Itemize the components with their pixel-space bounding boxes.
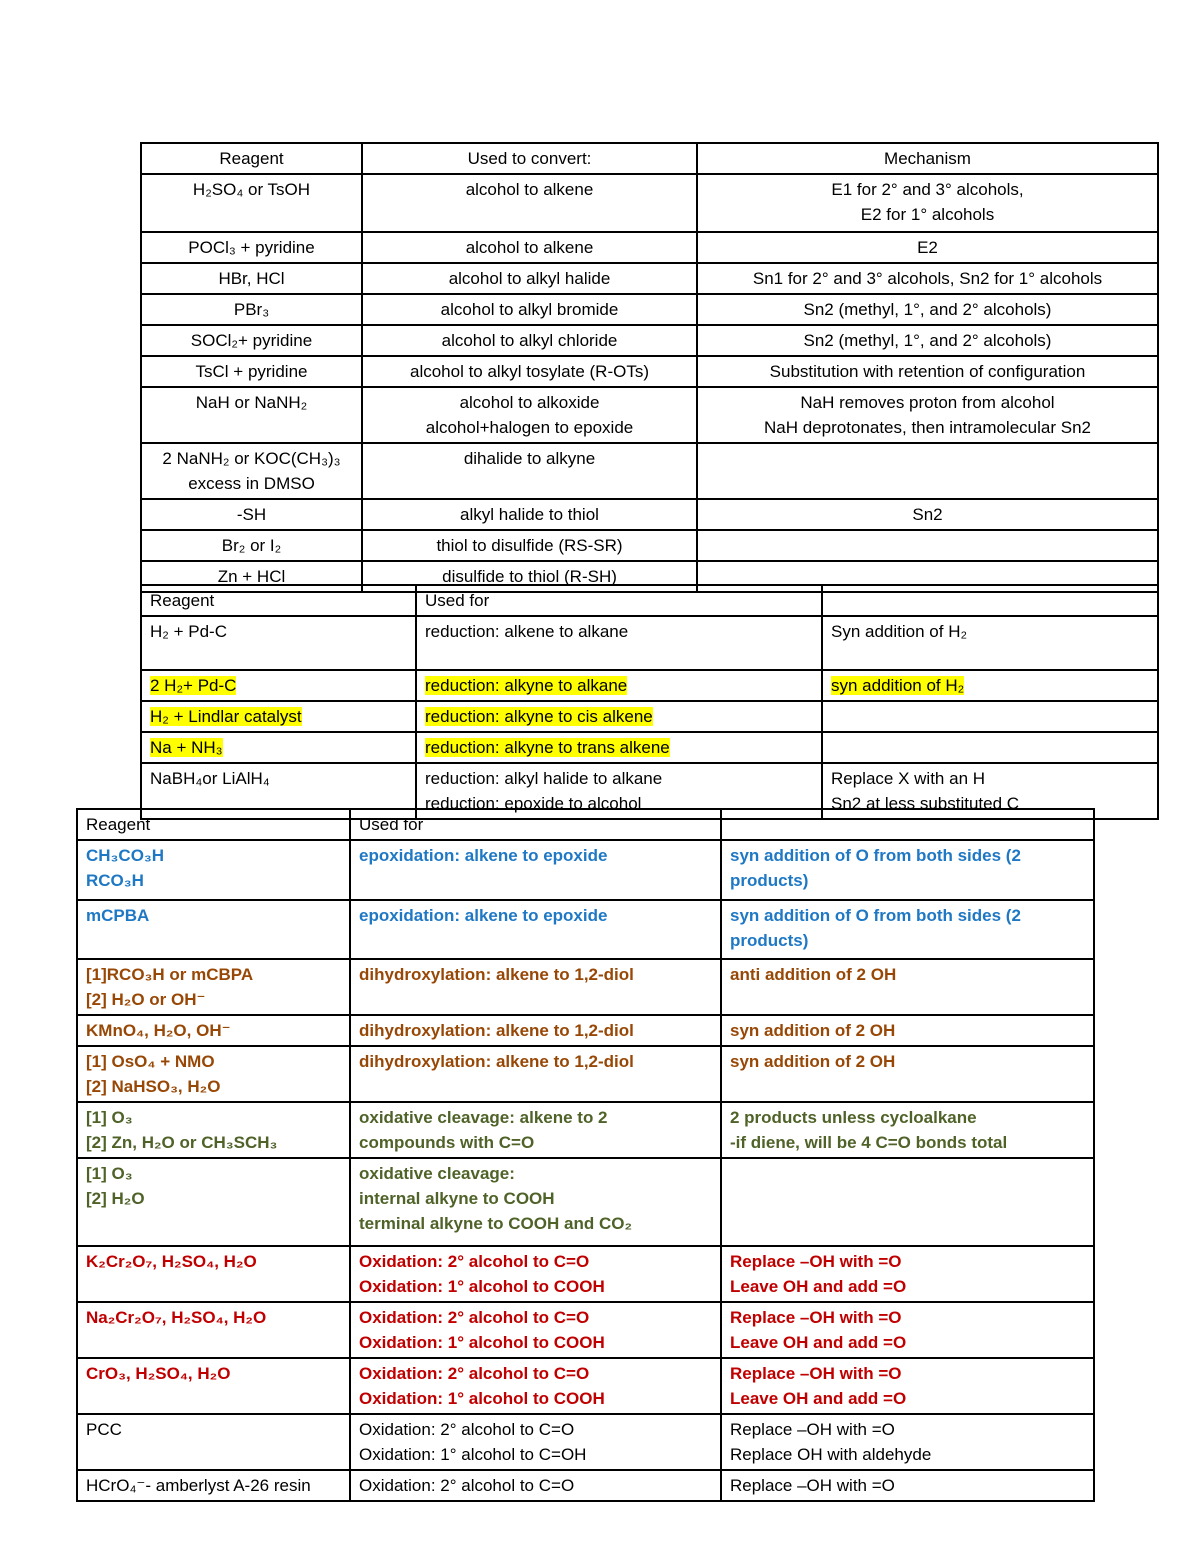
cell-text: Used for [425,591,490,610]
cell-text: Replace X with an H [831,769,986,788]
cell-reagent [77,1158,350,1246]
cell-mechanism [697,325,1158,356]
cell-text: Oxidation: 1° alcohol to COOH [359,1333,605,1352]
cell-text: Used for [359,815,424,834]
cell-text: Mechanism [884,149,971,168]
reagents-table-reductions [140,584,1159,820]
cell-reagent [141,232,362,263]
table-row [141,325,1158,356]
table-row [141,356,1158,387]
cell-text: HBr, HCl [218,269,285,288]
cell-text: Oxidation: 2° alcohol to C=O [359,1476,575,1495]
cell-text: Replace OH with aldehyde [730,1445,932,1464]
cell-mechanism [822,670,1158,701]
cell-text: Br₂ or I₂ [221,536,282,555]
cell-used-for [350,809,721,840]
cell-used-for [350,1470,721,1501]
cell-used-for [350,840,721,900]
cell-text [831,673,1149,698]
cell-used-for [416,585,822,616]
cell-text: Oxidation: 1° alcohol to COOH [359,1389,605,1408]
cell-reagent [77,959,350,1015]
cell-reagent [77,1246,350,1302]
table-row [77,1414,1094,1470]
table-row [141,499,1158,530]
cell-text: dihydroxylation: alkene to 1,2-diol [359,1021,634,1040]
cell-text: Sn1 for 2° and 3° alcohols, Sn2 for 1° alcohols [752,269,1103,288]
cell-text: syn addition of 2 OH [730,1052,896,1071]
cell-mechanism [721,1046,1094,1102]
cell-text: reduction: epoxide to alcohol [425,794,642,813]
cell-text: thiol to disulfide (RS-SR) [436,536,623,555]
cell-mechanism [721,1246,1094,1302]
cell-used-for [362,443,697,499]
table-row [77,1046,1094,1102]
cell-text: [1] O₃ [86,1164,133,1183]
cell-text: CH₃CO₃H [86,846,165,865]
highlighted-text: reduction: alkyne to alkane [425,676,628,695]
cell-text: KMnO₄, H₂O, OH⁻ [86,1021,231,1040]
cell-mechanism [721,900,1094,959]
cell-reagent [141,585,416,616]
cell-used-for [362,174,697,232]
cell-mechanism [697,294,1158,325]
cell-reagent [141,670,416,701]
cell-used-for [416,616,822,670]
cell-reagent [141,387,362,443]
cell-text: Sn2 (methyl, 1°, and 2° alcohols) [803,331,1052,350]
cell-reagent [141,356,362,387]
cell-text [150,673,407,698]
highlighted-text: reduction: alkyne to trans alkene [425,738,670,757]
cell-text: syn addition of O from both sides (2 [730,906,1021,925]
cell-mechanism [822,701,1158,732]
table-row [141,294,1158,325]
table-row [141,263,1158,294]
reagents-table-oxidations [76,808,1095,1502]
cell-text: [2] NaHSO₃, H₂O [86,1077,221,1096]
cell-text: alcohol to alkene [465,238,594,257]
cell-text: E2 [917,238,938,257]
cell-text: alcohol to alkyl halide [448,269,611,288]
cell-text: RCO₃H [86,871,144,890]
cell-text: excess in DMSO [188,474,315,493]
table-row [77,1246,1094,1302]
cell-reagent [141,174,362,232]
cell-text: E1 for 2° and 3° alcohols, [831,180,1024,199]
highlighted-text: H₂ + Lindlar catalyst [150,707,302,726]
cell-text: alcohol+halogen to epoxide [425,418,634,437]
table-row [77,1358,1094,1414]
cell-text: alcohol to alkyl bromide [440,300,619,319]
table-row [141,387,1158,443]
cell-text: dihalide to alkyne [463,449,596,468]
table-row [77,1102,1094,1158]
cell-used-for [350,1414,721,1470]
cell-text: anti addition of 2 OH [730,965,897,984]
cell-text: internal alkyne to COOH [359,1189,555,1208]
cell-mechanism [697,143,1158,174]
cell-used-for [362,499,697,530]
table-row [77,1470,1094,1501]
cell-mechanism [697,356,1158,387]
cell-reagent [77,1302,350,1358]
cell-text: E2 for 1° alcohols [860,205,995,224]
cell-text: POCl₃ + pyridine [188,238,315,257]
cell-text: PCC [86,1420,122,1439]
cell-text: products) [730,931,809,950]
cell-text: 2 NaNH₂ or KOC(CH₃)₃ [162,449,341,468]
cell-text: H₂ + Pd-C [150,622,227,641]
cell-reagent [77,1414,350,1470]
cell-reagent [77,1358,350,1414]
cell-text: Used to convert: [467,149,592,168]
cell-used-for [350,959,721,1015]
cell-used-for [416,670,822,701]
cell-text: SOCl₂+ pyridine [190,331,313,350]
cell-used-for [350,1246,721,1302]
cell-used-for [362,143,697,174]
cell-text: Reagent [86,815,151,834]
cell-text: syn addition of O from both sides (2 [730,846,1021,865]
cell-mechanism [721,1158,1094,1246]
cell-reagent [141,530,362,561]
header-row [77,809,1094,840]
cell-text: epoxidation: alkene to epoxide [359,906,608,925]
cell-used-for [350,1158,721,1246]
cell-reagent [141,701,416,732]
cell-text: CrO₃, H₂SO₄, H₂O [86,1364,231,1383]
table-row [141,616,1158,670]
cell-text: epoxidation: alkene to epoxide [359,846,608,865]
cell-text: alcohol to alkyl chloride [441,331,618,350]
table-row [141,232,1158,263]
cell-text: terminal alkyne to COOH and CO₂ [359,1214,632,1233]
table-row [77,959,1094,1015]
cell-used-for [350,1015,721,1046]
cell-text: dihydroxylation: alkene to 1,2-diol [359,1052,634,1071]
cell-reagent [77,809,350,840]
cell-text: Oxidation: 2° alcohol to C=O [359,1420,575,1439]
cell-reagent [77,840,350,900]
table-row [77,1302,1094,1358]
table-row [77,1015,1094,1046]
cell-used-for [362,294,697,325]
cell-mechanism [721,1302,1094,1358]
cell-text: Oxidation: 2° alcohol to C=O [359,1364,590,1383]
highlighted-text: reduction: alkyne to cis alkene [425,707,653,726]
cell-used-for [350,1302,721,1358]
cell-text: 2 products unless cycloalkane [730,1108,977,1127]
cell-text: [2] H₂O [86,1189,145,1208]
cell-text: Sn2 (methyl, 1°, and 2° alcohols) [803,300,1052,319]
cell-text: alkyl halide to thiol [460,505,599,524]
highlighted-text: 2 H₂+ Pd-C [150,676,237,695]
cell-text: PBr₃ [233,300,270,319]
cell-text [425,673,813,698]
cell-text [425,704,813,729]
cell-mechanism [697,387,1158,443]
cell-text: NaH removes proton from alcohol [800,393,1055,412]
cell-reagent [141,263,362,294]
cell-text: Na₂Cr₂O₇, H₂SO₄, H₂O [86,1308,267,1327]
cell-mechanism [721,809,1094,840]
cell-text: K₂Cr₂O₇, H₂SO₄, H₂O [86,1252,257,1271]
cell-text: Syn addition of H₂ [831,622,968,641]
cell-used-for [350,900,721,959]
cell-used-for [350,1102,721,1158]
cell-text: Sn2 [912,505,943,524]
cell-mechanism [822,732,1158,763]
cell-reagent [141,443,362,499]
cell-text: NaH deprotonates, then intramolecular Sn2 [764,418,1091,437]
cell-reagent [77,1015,350,1046]
cell-text: Replace –OH with =O [730,1476,895,1495]
cell-mechanism [721,1414,1094,1470]
cell-mechanism [697,174,1158,232]
cell-reagent [141,732,416,763]
cell-mechanism [697,232,1158,263]
table-row [141,701,1158,732]
cell-text: Leave OH and add =O [730,1277,907,1296]
header-row [141,585,1158,616]
cell-mechanism [697,499,1158,530]
cell-text: dihydroxylation: alkene to 1,2-diol [359,965,634,984]
cell-mechanism [697,263,1158,294]
cell-text: products) [730,871,809,890]
cell-text: Zn + HCl [217,567,286,586]
cell-text: oxidative cleavage: alkene to 2 [359,1108,608,1127]
cell-text: oxidative cleavage: [359,1164,515,1183]
highlighted-text: Na + NH₃ [150,738,223,757]
cell-text [425,735,813,760]
cell-used-for [350,1358,721,1414]
cell-text: Reagent [150,591,215,610]
table-row [141,530,1158,561]
cell-text: alcohol to alkoxide [459,393,600,412]
cell-mechanism [697,443,1158,499]
cell-text: Substitution with retention of configuration [769,362,1086,381]
cell-used-for [362,263,697,294]
cell-text: NaBH₄or LiAlH₄ [150,769,270,788]
cell-reagent [77,900,350,959]
cell-text: mCPBA [86,906,150,925]
cell-text: [2] Zn, H₂O or CH₃SCH₃ [86,1133,278,1152]
table-row [141,670,1158,701]
cell-mechanism [721,959,1094,1015]
cell-text: Replace –OH with =O [730,1364,902,1383]
cell-mechanism [721,1358,1094,1414]
table-row [77,1158,1094,1246]
cell-text: Replace –OH with =O [730,1252,902,1271]
cell-text: Replace –OH with =O [730,1420,895,1439]
cell-text: Oxidation: 2° alcohol to C=O [359,1252,590,1271]
cell-text: [1] OsO₄ + NMO [86,1052,215,1071]
cell-text: reduction: alkyl halide to alkane [425,769,663,788]
cell-mechanism [822,616,1158,670]
table-row [141,174,1158,232]
cell-text: HCrO₄⁻- amberlyst A-26 resin [86,1476,311,1495]
cell-mechanism [721,1470,1094,1501]
cell-text: [2] H₂O or OH⁻ [86,990,206,1009]
cell-mechanism [721,840,1094,900]
cell-used-for [362,356,697,387]
cell-text [150,735,407,760]
cell-text: Leave OH and add =O [730,1389,907,1408]
cell-text: H₂SO₄ or TsOH [192,180,311,199]
cell-text: alcohol to alkene [465,180,594,199]
cell-reagent [141,294,362,325]
cell-text: -SH [236,505,267,524]
cell-text: Sn2 at less substituted C [831,794,1020,813]
table-row [77,900,1094,959]
cell-used-for [416,732,822,763]
cell-text: Reagent [219,149,284,168]
cell-text: Oxidation: 1° alcohol to C=OH [359,1445,587,1464]
cell-mechanism [697,530,1158,561]
cell-reagent [141,325,362,356]
cell-reagent [77,1046,350,1102]
cell-text: syn addition of 2 OH [730,1021,896,1040]
reagents-table-alcohols [140,142,1159,593]
cell-text: [1]RCO₃H or mCBPA [86,965,254,984]
cell-reagent [141,143,362,174]
cell-text: NaH or NaNH₂ [195,393,308,412]
cell-reagent [77,1102,350,1158]
cell-reagent [141,499,362,530]
highlighted-text: syn addition of H₂ [831,676,965,695]
cell-mechanism [721,1102,1094,1158]
cell-text [150,704,407,729]
cell-text: disulfide to thiol (R-SH) [442,567,617,586]
header-row [141,143,1158,174]
cell-used-for [350,1046,721,1102]
table-row [77,840,1094,900]
cell-used-for [416,701,822,732]
table-row [141,443,1158,499]
cell-used-for [362,530,697,561]
cell-text: compounds with C=O [359,1133,535,1152]
cell-text: [1] O₃ [86,1108,133,1127]
cell-text: Leave OH and add =O [730,1333,907,1352]
cell-text: alcohol to alkyl tosylate (R-OTs) [409,362,650,381]
cell-mechanism [721,1015,1094,1046]
cell-used-for [362,325,697,356]
cell-mechanism [822,585,1158,616]
cell-text: -if diene, will be 4 C=O bonds total [730,1133,1008,1152]
cell-text: reduction: alkene to alkane [425,622,629,641]
cell-used-for [362,387,697,443]
cell-text: TsCl + pyridine [195,362,308,381]
cell-reagent [77,1470,350,1501]
cell-text: Oxidation: 1° alcohol to COOH [359,1277,605,1296]
table-row [141,732,1158,763]
cell-reagent [141,616,416,670]
cell-text: Replace –OH with =O [730,1308,902,1327]
cell-text: Oxidation: 2° alcohol to C=O [359,1308,590,1327]
cell-used-for [362,232,697,263]
